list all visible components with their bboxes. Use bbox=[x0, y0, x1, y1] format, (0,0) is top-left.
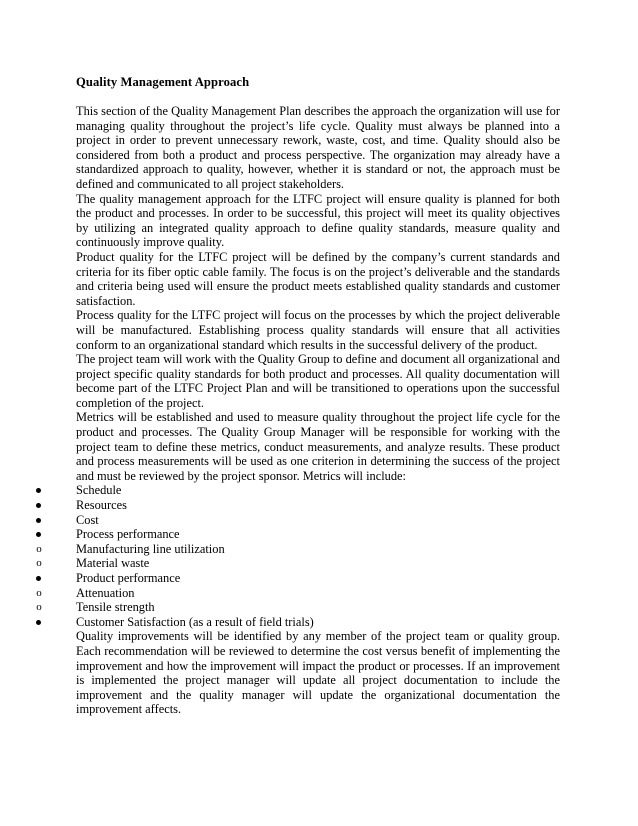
list-item-text: Manufacturing line utilization bbox=[76, 541, 225, 556]
section-heading: Quality Management Approach bbox=[76, 75, 250, 89]
list-item bbox=[0, 586, 560, 601]
list-item bbox=[0, 483, 560, 498]
metrics-list bbox=[0, 483, 560, 629]
list-item-text: Resources bbox=[76, 498, 127, 513]
list-item-text: Material waste bbox=[76, 556, 150, 571]
closing-paragraph: Quality improvements will be identified by any member of the project team or quality group. Each recommendation will be reviewed to determine the cost versus benefit of implementing the improvement and how the improvement will impact the product or processes. If an improvement is implemented the project manager will update all project documentation to include the improvement and the quality manager will update the organizational documentation the improvement affects. bbox=[76, 629, 560, 717]
section-body bbox=[36, 104, 560, 717]
list-item bbox=[0, 615, 560, 630]
list-item-text: Tensile strength bbox=[76, 600, 155, 615]
intro-paragraph: This section of the Quality Management Plan describes the approach the organization will use for managing quality throughout the project’s life cycle. Quality must always be planned into a project in order to prevent unnecessary rework, waste, cost, and time. Quality should also be considered from both a product and process perspective. The organization may already have a standardized approach to quality, however, whether it is standard or not, the approach must be defined and communicated to all project stakeholders. bbox=[76, 104, 560, 191]
list-item bbox=[0, 542, 560, 557]
list-item bbox=[0, 498, 560, 513]
bullet-circle-icon: o bbox=[36, 601, 42, 614]
list-item bbox=[0, 600, 560, 615]
list-item-text: Cost bbox=[76, 512, 99, 527]
bullet-circle-icon: o bbox=[36, 557, 42, 570]
list-item bbox=[0, 556, 560, 571]
list-item bbox=[0, 513, 560, 528]
process-quality-paragraph: Process quality for the LTFC project will focus on the processes by which the project deliverable will be manufactured. Establishing process quality standards will ensure that all activities conform to an organizational standard which results in the successful delivery of the product. bbox=[76, 308, 560, 352]
approach-paragraph: The quality management approach for the LTFC project will ensure quality is planned for both the product and processes. In order to be successful, this project will meet its quality objectives by utilizing an integrated quality approach to define quality standards, measure quality and continuously improve quality. bbox=[76, 191, 560, 250]
list-item-text: Customer Satisfaction (as a result of field trials) bbox=[76, 614, 314, 629]
product-quality-paragraph: Product quality for the LTFC project will be defined by the company’s current standards and criteria for its fiber optic cable family. The focus is on the project’s deliverable and the standards and criteria being used will ensure the product meets established quality standards and customer satisfaction. bbox=[76, 249, 560, 308]
list-item-text: Process performance bbox=[76, 527, 180, 542]
bullet-circle-icon: o bbox=[36, 586, 42, 599]
list-item bbox=[0, 527, 560, 542]
list-item-text: Schedule bbox=[76, 483, 122, 498]
list-item-text: Product performance bbox=[76, 571, 181, 585]
metrics-paragraph: Metrics will be established and used to measure quality throughout the project life cycle for the product and processes. The Quality Group Manager will be responsible for working with the project team to define these metrics, conduct measurements, and analyze results. These product and process measurements will be used as one criterion in determining the success of the project and must be reviewed by the project sponsor. Metrics will include: bbox=[76, 410, 560, 483]
list-item-text: Attenuation bbox=[76, 585, 135, 600]
list-item bbox=[0, 571, 560, 586]
bullet-circle-icon: o bbox=[36, 542, 42, 555]
project-team-paragraph: The project team will work with the Quality Group to define and document all organizational and project specific quality standards for both product and processes. All quality documentation will become part of the LTFC Project Plan and will be transitioned to operations upon the successful completion of the project. bbox=[76, 352, 560, 410]
